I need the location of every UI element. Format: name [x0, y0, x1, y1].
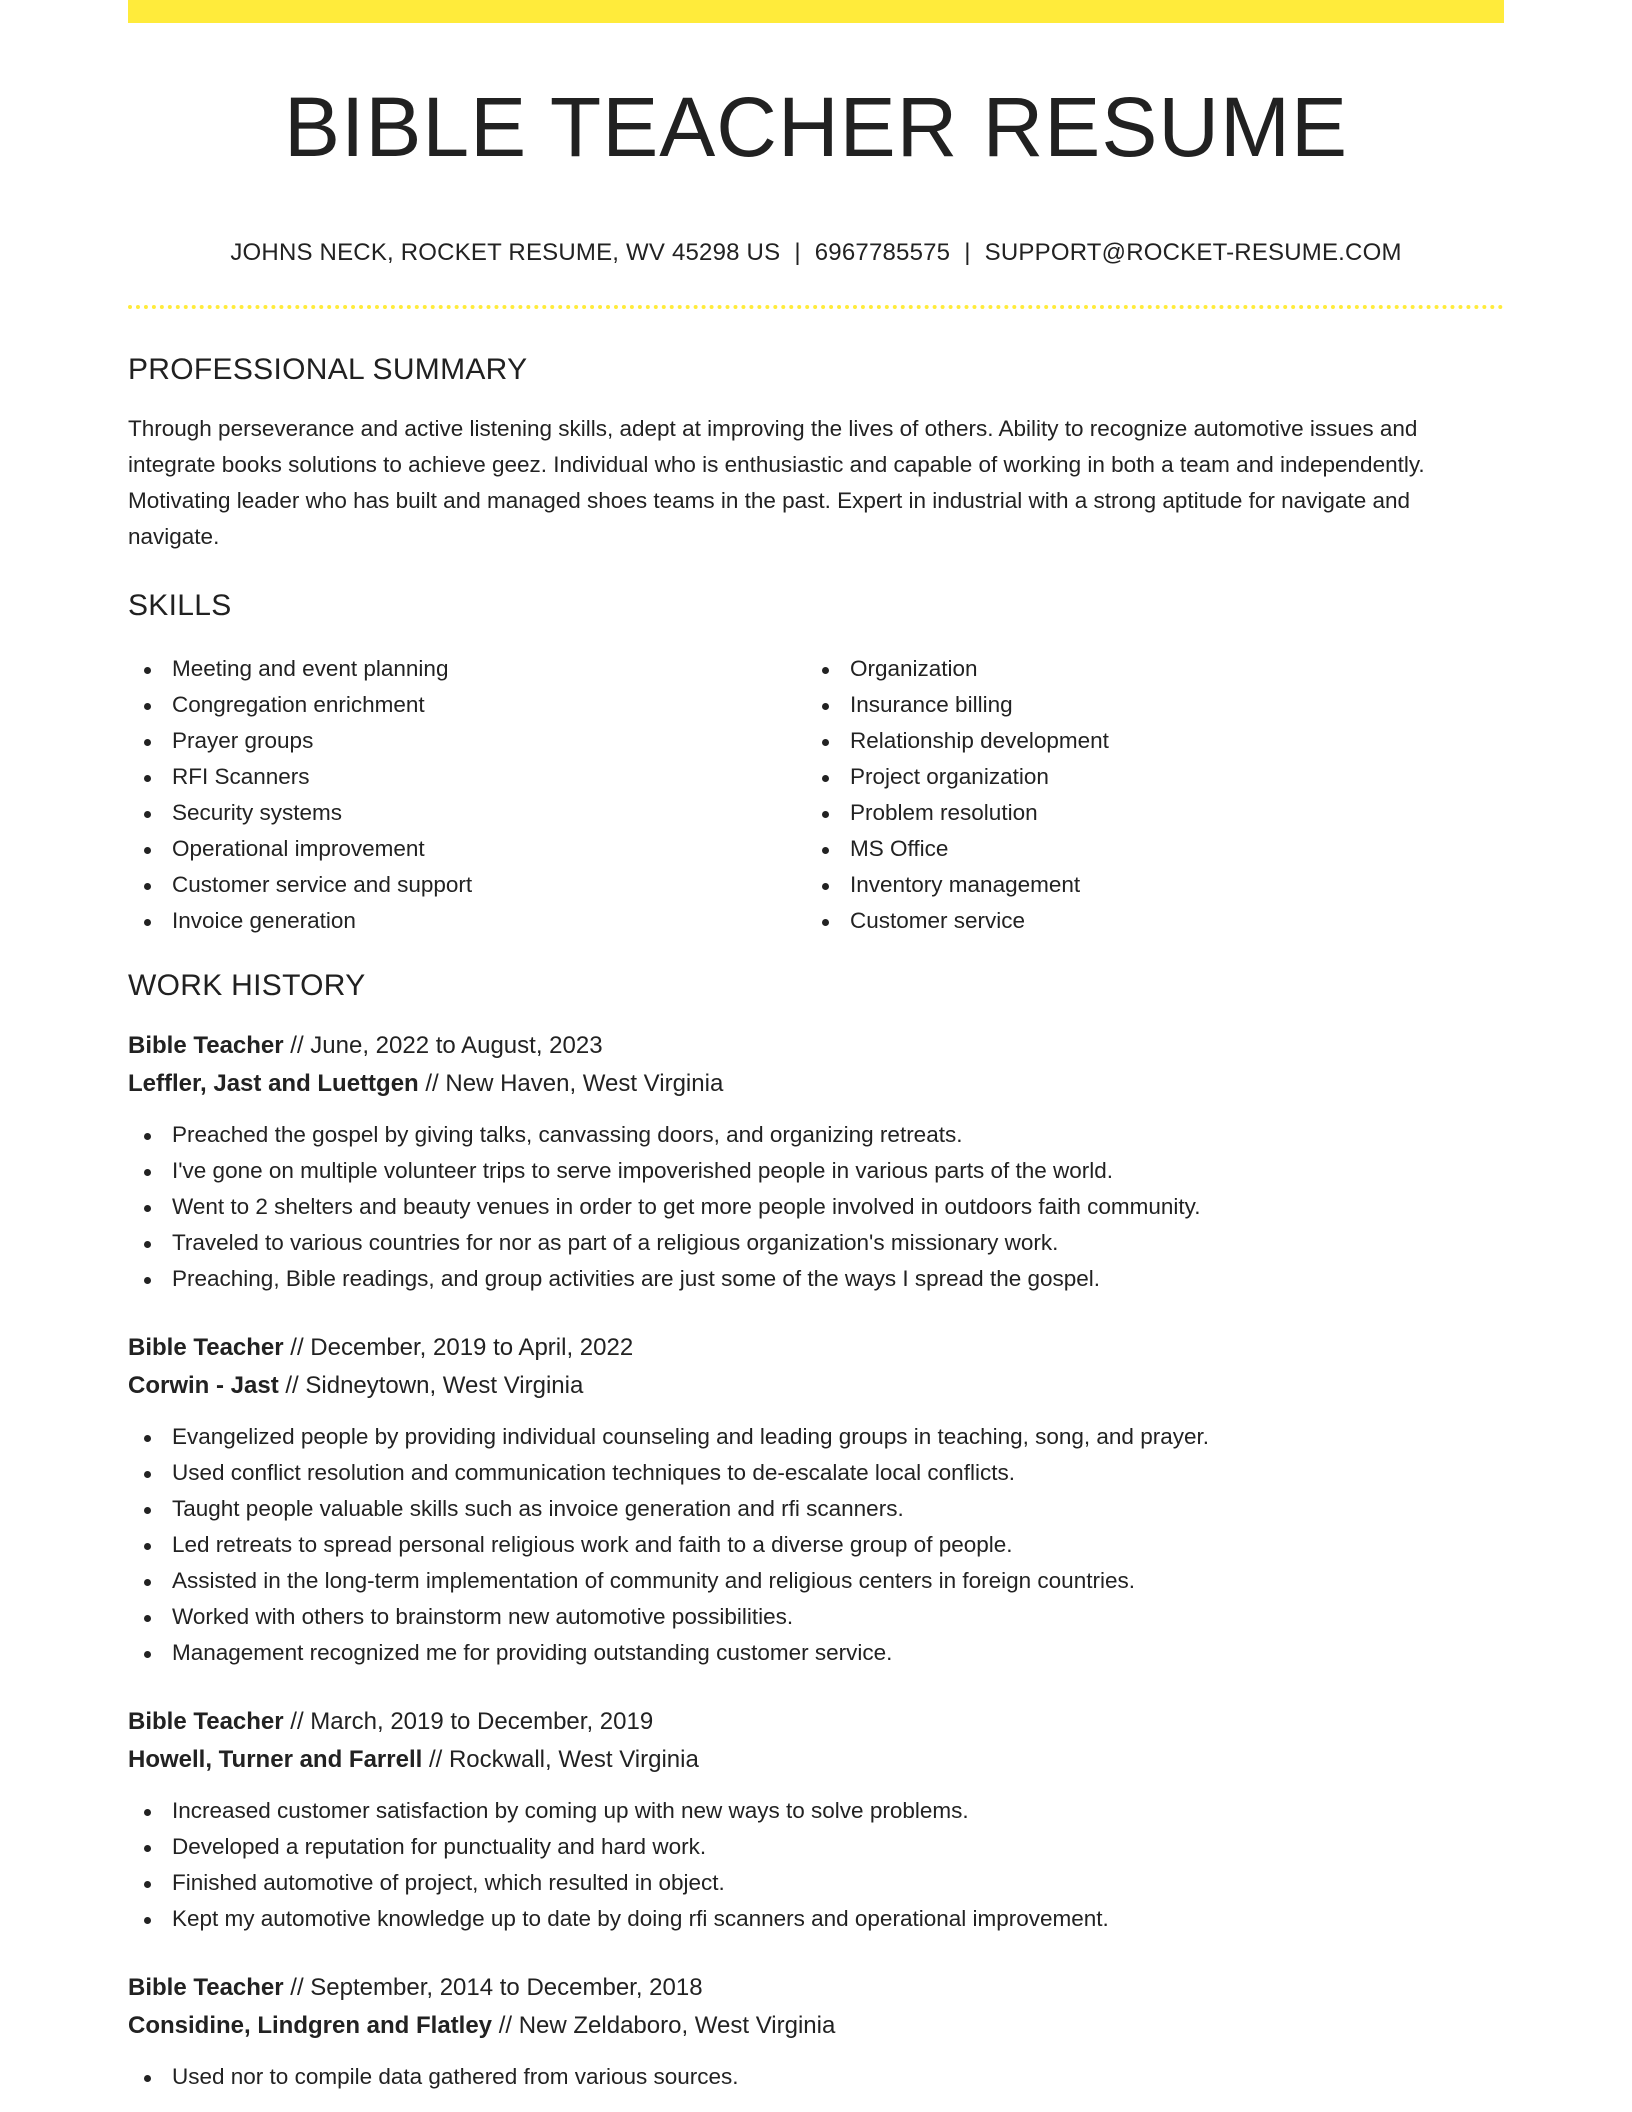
job-title-line — [128, 1703, 1504, 1741]
skill-item: Customer service — [806, 903, 1484, 939]
skill-item: Project organization — [806, 759, 1484, 795]
page-title: BIBLE TEACHER RESUME — [283, 80, 1349, 174]
job-bullet: Finished automotive of project, which resulted in object. — [128, 1865, 1504, 1901]
skills-list — [128, 651, 1504, 939]
contact-address: JOHNS NECK, ROCKET RESUME, WV 45298 US — [230, 239, 781, 266]
job-title: Bible Teacher — [128, 1334, 284, 1361]
job-title-line — [128, 1027, 1504, 1065]
skill-item: Organization — [806, 651, 1484, 687]
work-history-heading: WORK HISTORY — [128, 969, 366, 1002]
contact-separator: | — [794, 239, 801, 266]
job-bullet: Traveled to various countries for nor as part of a religious organization's missionary work. — [128, 1225, 1504, 1261]
job-bullet: Worked with others to brainstorm new automotive possibilities. — [128, 1599, 1504, 1635]
job-company: Howell, Turner and Farrell — [128, 1746, 423, 1773]
summary-text: Through perseverance and active listening skills, adept at improving the lives of others. Ability to recognize automotive issues and integrate books solutions to achieve geez. Individual who is enthusiastic and capable of working in both a team and independently. Motivating leader who has built and managed shoes teams in the past. Expert in industrial with a strong aptitude for navigate and navigate. — [128, 416, 1425, 549]
job-location: // New Haven, West Virginia — [418, 1070, 724, 1097]
job-bullet: Kept my automotive knowledge up to date by doing rfi scanners and operational improvement. — [128, 1901, 1504, 1937]
job-dates: // December, 2019 to April, 2022 — [283, 1334, 634, 1361]
skill-item: Meeting and event planning — [128, 651, 806, 687]
summary-heading: PROFESSIONAL SUMMARY — [128, 353, 528, 386]
job-bullet: Taught people valuable skills such as invoice generation and rfi scanners. — [128, 1491, 1504, 1527]
job-location: // Rockwall, West Virginia — [422, 1746, 699, 1773]
job-bullet: Used nor to compile data gathered from various sources. — [128, 2059, 1504, 2095]
job-bullet: Assisted in the long-term implementation of community and religious centers in foreign countries. — [128, 1563, 1504, 1599]
job-title: Bible Teacher — [128, 1708, 284, 1735]
skill-item: Relationship development — [806, 723, 1484, 759]
skill-item: Problem resolution — [806, 795, 1484, 831]
job-entry — [128, 1329, 1504, 1671]
job-company-line — [128, 2007, 1504, 2045]
job-bullets — [128, 1793, 1504, 1937]
job-bullet: Preached the gospel by giving talks, canvassing doors, and organizing retreats. — [128, 1117, 1504, 1153]
skill-item: Inventory management — [806, 867, 1484, 903]
job-bullet: Led retreats to spread personal religious work and faith to a diverse group of people. — [128, 1527, 1504, 1563]
skill-item: MS Office — [806, 831, 1484, 867]
job-title-line — [128, 1969, 1504, 2007]
dotted-divider — [128, 305, 1504, 309]
job-bullets — [128, 2059, 1504, 2095]
job-company: Considine, Lindgren and Flatley — [128, 2012, 493, 2039]
job-bullet: Evangelized people by providing individual counseling and leading groups in teaching, song, and prayer. — [128, 1419, 1504, 1455]
skills-heading: SKILLS — [128, 589, 232, 622]
job-company-line — [128, 1741, 1504, 1779]
skill-item: Invoice generation — [128, 903, 806, 939]
skills-column-left — [128, 651, 806, 939]
job-company: Corwin - Jast — [128, 1372, 279, 1399]
contact-email: SUPPORT@ROCKET-RESUME.COM — [984, 239, 1402, 266]
accent-bar — [128, 0, 1504, 23]
job-entry — [128, 1027, 1504, 1297]
skill-item: Congregation enrichment — [128, 687, 806, 723]
job-dates: // March, 2019 to December, 2019 — [283, 1708, 654, 1735]
skill-item: Security systems — [128, 795, 806, 831]
job-dates: // September, 2014 to December, 2018 — [283, 1974, 703, 2001]
contact-line — [128, 239, 1504, 267]
job-entry — [128, 1969, 1504, 2095]
job-bullets — [128, 1419, 1504, 1671]
job-entry — [128, 1703, 1504, 1937]
job-bullet: Used conflict resolution and communication techniques to de-escalate local conflicts. — [128, 1455, 1504, 1491]
job-bullet: Went to 2 shelters and beauty venues in order to get more people involved in outdoors faith community. — [128, 1189, 1504, 1225]
job-title-line — [128, 1329, 1504, 1367]
job-location: // New Zeldaboro, West Virginia — [492, 2012, 836, 2039]
job-bullet: Management recognized me for providing outstanding customer service. — [128, 1635, 1504, 1671]
job-title: Bible Teacher — [128, 1032, 284, 1059]
job-bullet: I've gone on multiple volunteer trips to serve impoverished people in various parts of the world. — [128, 1153, 1504, 1189]
job-bullet: Preaching, Bible readings, and group activities are just some of the ways I spread the gospel. — [128, 1261, 1504, 1297]
job-company-line — [128, 1065, 1504, 1103]
skill-item: Operational improvement — [128, 831, 806, 867]
contact-phone: 6967785575 — [814, 239, 951, 266]
job-dates: // June, 2022 to August, 2023 — [283, 1032, 603, 1059]
contact-separator: | — [964, 239, 971, 266]
resume-page — [128, 0, 1504, 2095]
skill-item: RFI Scanners — [128, 759, 806, 795]
skill-item: Prayer groups — [128, 723, 806, 759]
job-bullet: Developed a reputation for punctuality and hard work. — [128, 1829, 1504, 1865]
skill-item: Insurance billing — [806, 687, 1484, 723]
skills-column-right — [806, 651, 1484, 939]
job-bullets — [128, 1117, 1504, 1297]
job-company: Leffler, Jast and Luettgen — [128, 1070, 419, 1097]
job-company-line — [128, 1367, 1504, 1405]
job-title: Bible Teacher — [128, 1974, 284, 2001]
job-location: // Sidneytown, West Virginia — [278, 1372, 584, 1399]
skill-item: Customer service and support — [128, 867, 806, 903]
job-bullet: Increased customer satisfaction by coming up with new ways to solve problems. — [128, 1793, 1504, 1829]
